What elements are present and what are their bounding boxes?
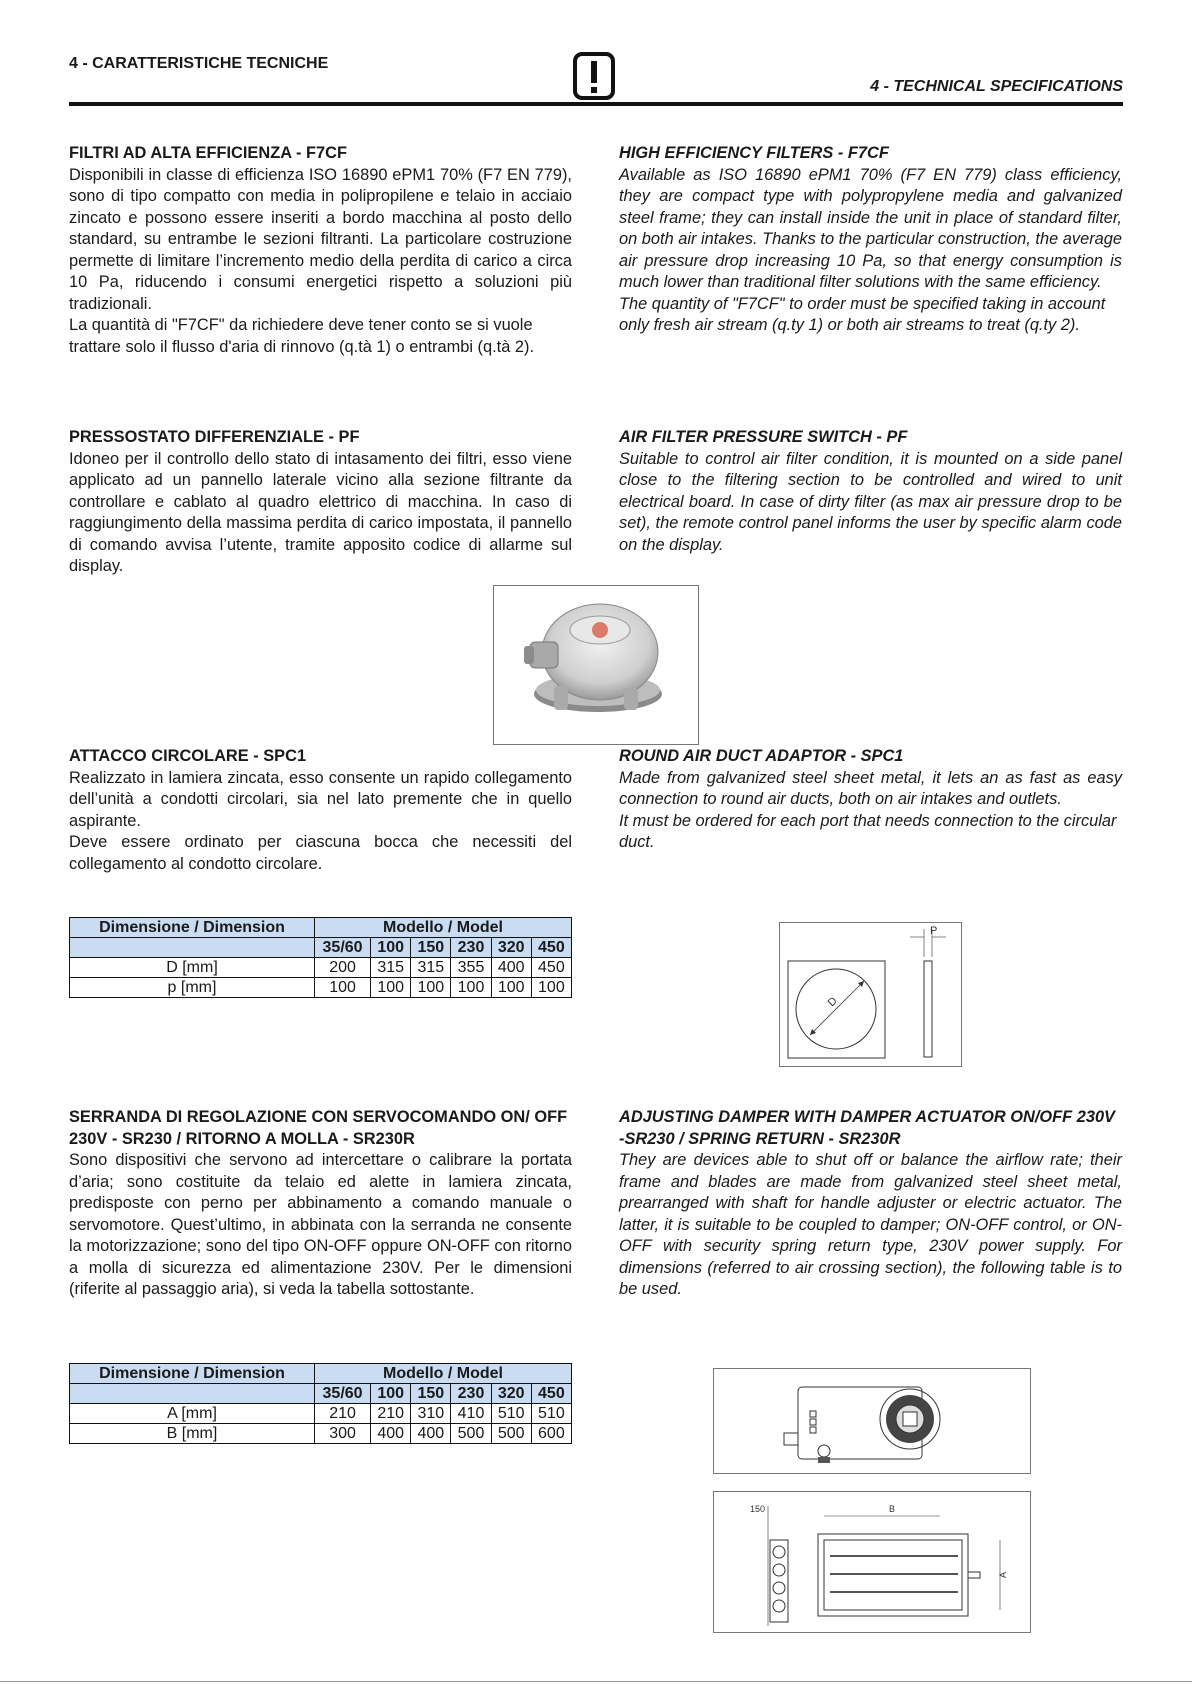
- pf-it-paragraph: Idoneo per il controllo dello stato di intasamento dei filtri, esso viene applicato ad un pannello laterale vicino alla sezione filtrante da controllare e cablato al quadro elettrico di macchina. In caso di raggiungimento della massima perdita di carico impostata, il pannello di comando avvisa l’utente, tramite apposito codice di allarme sul display.: [69, 449, 572, 575]
- sr230-en-paragraph: They are devices able to shut off or balance the airflow rate; their frame and blades are made from galvanized steel sheet metal, prearranged with shaft for handle adjuster or electric actuator. The latter, it is suitable to be coupled to damper; ON-OFF control, or ON-OFF with security spring return type, 230V power supply. For dimensions (referred to air crossing section), the following table is to be used.: [619, 1151, 1122, 1298]
- pf-en-title: AIR FILTER PRESSURE SWITCH - PF: [619, 428, 908, 446]
- pf-it-block: [69, 427, 572, 578]
- footer-rule: [0, 1681, 1192, 1682]
- value-cell: 210: [315, 1404, 371, 1424]
- value-cell: 300: [315, 1424, 371, 1444]
- model-cell: 320: [491, 938, 531, 958]
- value-cell: 200: [315, 958, 371, 978]
- value-cell: 100: [371, 978, 411, 998]
- table-header-dimension: Dimensione / Dimension: [70, 1364, 315, 1384]
- height-a-label: A: [998, 1571, 1008, 1578]
- value-cell: 355: [451, 958, 491, 978]
- model-cell: 100: [371, 1384, 411, 1404]
- value-cell: 500: [491, 1424, 531, 1444]
- table-header-model: Modello / Model: [315, 1364, 572, 1384]
- value-cell: 400: [411, 1424, 451, 1444]
- p-label: P: [930, 925, 938, 937]
- value-cell: 400: [371, 1424, 411, 1444]
- f7cf-it-paragraph: Disponibili in classe di efficienza ISO 16890 ePM1 70% (F7 EN 779), sono di tipo compatto con media in polipropilene e telaio in acciaio zincato e possono essere inseriti a bordo macchina al posto dello standard, su entrambe le sezioni filtranti. La particolare costruzione permette di limitare l’incremento medio della perdita di carico a circa 10 Pa, riducendo i consumi energetici rispetto a soluzioni più tradizionali.: [69, 165, 572, 313]
- model-cell: 35/60: [315, 938, 371, 958]
- table-row: [70, 958, 572, 978]
- table-row: [70, 1404, 572, 1424]
- value-cell: 410: [451, 1404, 491, 1424]
- value-cell: 310: [411, 1404, 451, 1424]
- header-rule: [69, 102, 1123, 106]
- damper-drawing: [713, 1491, 1031, 1633]
- f7cf-en-block: [619, 143, 1122, 337]
- sr230-dimension-table: [69, 1363, 572, 1444]
- warning-icon: [572, 52, 616, 100]
- value-cell: 100: [411, 978, 451, 998]
- value-cell: 510: [531, 1404, 571, 1424]
- sr230-it-block: [69, 1107, 572, 1301]
- model-cell: 150: [411, 1384, 451, 1404]
- model-cell: 35/60: [315, 1384, 371, 1404]
- spc1-dimension-table: [69, 917, 572, 998]
- sr230-en-block: [619, 1107, 1122, 1301]
- f7cf-it-title: FILTRI AD ALTA EFFICIENZA - F7CF: [69, 144, 347, 162]
- pf-it-title: PRESSOSTATO DIFFERENZIALE - PF: [69, 428, 360, 446]
- value-cell: 315: [411, 958, 451, 978]
- spc1-en-paragraph-2: It must be ordered for each port that needs connection to the circular duct.: [619, 811, 1117, 851]
- row-label: A [mm]: [70, 1404, 315, 1424]
- spc1-en-paragraph: Made from galvanized steel sheet metal, it lets an as fast as easy connection to round air ducts, both on air intakes and outlets.: [619, 768, 1122, 808]
- table-row: [70, 978, 572, 998]
- table-row: [70, 1424, 572, 1444]
- table-header-dimension: Dimensione / Dimension: [70, 918, 315, 938]
- model-cell: 230: [451, 1384, 491, 1404]
- value-cell: 500: [451, 1424, 491, 1444]
- diameter-label: D: [825, 995, 840, 1010]
- sr230-it-paragraph: Sono dispositivi che servono ad intercettare o calibrare la portata d’aria; sono costituite da telaio ed alette in lamiera zincata, predisposte con perno per abbinamento a comando manuale o servomotore. Quest’ultimo, in abbinata con la serranda ne consente la motorizzazione; sono del tipo ON-OFF oppure ON-OFF con ritorno a molla di sicurezza ed alimentazione 230V. Per le dimensioni (riferite al passaggio aria), si veda la tabella sottostante.: [69, 1151, 572, 1298]
- depth-150-label: 150: [750, 1504, 766, 1514]
- value-cell: 210: [371, 1404, 411, 1424]
- value-cell: 510: [491, 1404, 531, 1424]
- spc1-it-title: ATTACCO CIRCOLARE - SPC1: [69, 747, 307, 765]
- sr230-en-title: ADJUSTING DAMPER WITH DAMPER ACTUATOR ON/OFF 230V -SR230 / SPRING RETURN - SR230R: [619, 1108, 1115, 1148]
- f7cf-it-paragraph-2: La quantità di "F7CF" da richiedere deve tener conto se si vuole trattare solo il flusso d'aria di rinnovo (q.tà 1) o entrambi (q.tà 2).: [69, 316, 535, 356]
- f7cf-en-paragraph-2: The quantity of "F7CF" to order must be specified taking in account only fresh air stream (q.ty 1) or both air streams to treat (q.ty 2).: [619, 294, 1106, 334]
- model-cell: 230: [451, 938, 491, 958]
- spc1-it-paragraph-2: Deve essere ordinato per ciascuna bocca che necessiti del collegamento al condotto circolare.: [69, 833, 572, 873]
- width-b-label: B: [889, 1504, 896, 1514]
- value-cell: 100: [315, 978, 371, 998]
- value-cell: 100: [531, 978, 571, 998]
- round-duct-adaptor-diagram: [780, 923, 961, 1066]
- row-label: D [mm]: [70, 958, 315, 978]
- pf-en-block: [619, 427, 1122, 556]
- spc1-it-block: [69, 746, 572, 875]
- value-cell: 400: [491, 958, 531, 978]
- row-label: B [mm]: [70, 1424, 315, 1444]
- pressure-switch-photo: [493, 585, 699, 745]
- spc1-en-block: [619, 746, 1122, 854]
- model-cell: 320: [491, 1384, 531, 1404]
- table-header-blank: [70, 938, 315, 958]
- value-cell: 315: [371, 958, 411, 978]
- row-label: p [mm]: [70, 978, 315, 998]
- model-cell: 150: [411, 938, 451, 958]
- damper-actuator-diagram: [714, 1369, 1030, 1473]
- header-left-title: 4 - CARATTERISTICHE TECNICHE: [69, 55, 329, 72]
- actuator-drawing: [713, 1368, 1031, 1474]
- spc1-it-paragraph: Realizzato in lamiera zincata, esso consente un rapido collegamento dell’unità a condotti circolari, sia nel lato premente che in quello aspirante.: [69, 768, 572, 830]
- f7cf-it-block: [69, 143, 572, 358]
- model-cell: 450: [531, 1384, 571, 1404]
- f7cf-en-paragraph: Available as ISO 16890 ePM1 70% (F7 EN 779) class efficiency, they are compact type with polypropylene media and galvanized steel frame; they can install inside the unit in place of standard filter, on both air intakes. Thanks to the particular construction, the average air pressure drop increasing 10 Pa, so that energy consumption is much lower than traditional filter solutions with the same efficiency.: [619, 165, 1122, 291]
- sr230-it-title: SERRANDA DI REGOLAZIONE CON SERVOCOMANDO ON/ OFF 230V - SR230 / RITORNO A MOLLA - SR230R: [69, 1108, 568, 1148]
- pf-en-paragraph: Suitable to control air filter condition, it is mounted on a side panel close to the filtering section to be controlled and wired to unit electrical board. In case of dirty filter (as max air pressure drop to be set), the remote control panel informs the user by specific alarm code on the display.: [619, 449, 1122, 554]
- header-right-title: 4 - TECHNICAL SPECIFICATIONS: [870, 78, 1123, 95]
- model-cell: 100: [371, 938, 411, 958]
- table-header-model: Modello / Model: [315, 918, 572, 938]
- table-header-blank: [70, 1384, 315, 1404]
- damper-dimension-diagram: [714, 1492, 1030, 1632]
- value-cell: 600: [531, 1424, 571, 1444]
- f7cf-en-title: HIGH EFFICIENCY FILTERS - F7CF: [619, 144, 889, 162]
- value-cell: 100: [491, 978, 531, 998]
- pressure-switch-image: [494, 586, 698, 744]
- model-cell: 450: [531, 938, 571, 958]
- value-cell: 450: [531, 958, 571, 978]
- value-cell: 100: [451, 978, 491, 998]
- spc1-en-title: ROUND AIR DUCT ADAPTOR - SPC1: [619, 747, 904, 765]
- spc1-drawing: [779, 922, 962, 1067]
